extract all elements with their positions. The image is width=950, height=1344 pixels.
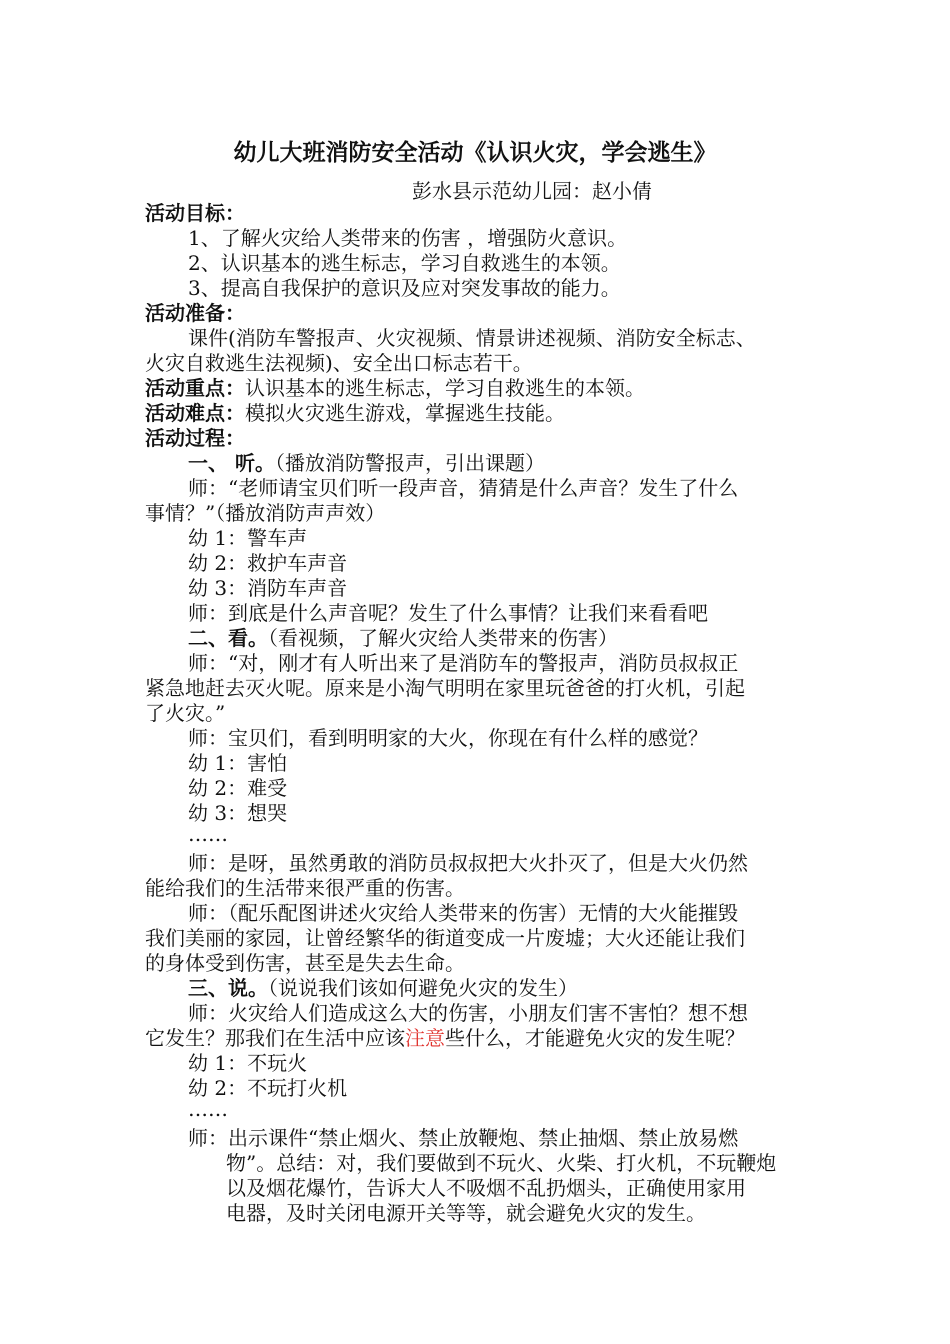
s3-teacher-line-5: 以及烟花爆竹，告诉大人不吸烟不乱扔烟头，正确使用家用 [226,1176,746,1200]
s1-child-2: 幼 2：救护车声音 [188,551,348,575]
goal-2: 2、认识基本的逃生标志，学习自救逃生的本领。 [188,251,621,275]
section-1-title: 一、 听。 [188,451,275,475]
section-1-note: （播放消防警报声，引出课题） [274,451,545,475]
key-point-text: 认识基本的逃生标志，学习自救逃生的本领。 [245,376,645,400]
section-2-heading-row [188,626,858,651]
s3-child-1: 幼 1：不玩火 [188,1051,308,1075]
goal-3: 3、提高自我保护的意识及应对突发事故的能力。 [188,276,621,300]
s2-teacher-line-3: 了火灾。” [145,701,226,725]
s2-ellipsis: …… [188,822,228,846]
s2-teacher-line-6: 能给我们的生活带来很严重的伤害。 [145,876,465,900]
s3-teacher-line-6: 电器，及时关闭电源开关等等，就会避免火灾的发生。 [226,1201,706,1225]
key-point-row [145,376,815,401]
prep-line-1: 课件(消防车警报声、火灾视频、情景讲述视频、消防安全标志、 [188,326,756,350]
document-title: 幼儿大班消防安全活动《认识火灾，学会逃生》 [233,140,717,166]
s2-teacher-line-7: 师：（配乐配图讲述火灾给人类带来的伤害）无情的大火能摧毁 [188,901,738,925]
s2-child-2: 幼 2：难受 [188,776,288,800]
s2-child-3: 幼 3：想哭 [188,801,288,825]
s3-teacher-line-3: 师：出示课件“禁止烟火、禁止放鞭炮、禁止抽烟、禁止放易燃 [188,1126,739,1150]
goal-1: 1、了解火灾给人类带来的伤害 ，增强防火意识。 [188,226,628,250]
section-2-note: （看视频，了解火灾给人类带来的伤害） [268,626,618,650]
s2-teacher-line-2: 紧急地赶去灭火呢。原来是小淘气明明在家里玩爸爸的打火机，引起 [145,676,745,700]
key-point-label: 活动重点： [145,376,245,400]
difficulty-text: 模拟火灾逃生游戏，掌握逃生技能。 [245,401,565,425]
s1-child-3: 幼 3：消防车声音 [188,576,348,600]
s3-child-2: 幼 2：不玩打火机 [188,1076,348,1100]
s1-child-1: 幼 1：警车声 [188,526,308,550]
s1-teacher-line-3: 师：到底是什么声音呢？发生了什么事情？让我们来看看吧 [188,601,708,625]
difficulty-label: 活动难点： [145,401,245,425]
s2-teacher-line-5: 师：是呀，虽然勇敢的消防员叔叔把大火扑灭了，但是大火仍然 [188,851,748,875]
s2-child-1: 幼 1：害怕 [188,751,288,775]
section-2-title: 二、看。 [188,626,268,650]
s3-teacher-line-1: 师：火灾给人们造成这么大的伤害，小朋友们害不害怕？想不想 [188,1001,748,1025]
section-3-note: （说说我们该如何避免火灾的发生） [268,976,578,1000]
section-3-heading-row [188,976,858,1001]
s3-teacher-line-2 [145,1026,815,1051]
s1-teacher-line-1: 师：“老师请宝贝们听一段声音，猜猜是什么声音？发生了什么 [188,476,739,500]
highlighted-word: 注意 [405,1026,445,1050]
s3-line-2-start: 它发生？那我们在生活中应该 [145,1026,405,1050]
s3-ellipsis: …… [188,1097,228,1121]
author-line: 彭水县示范幼儿园：赵小倩 [412,179,652,203]
section-1-heading-row [188,451,858,476]
s3-line-2-end: 些什么，才能避免火灾的发生呢？ [445,1026,745,1050]
s2-teacher-line-8: 我们美丽的家园，让曾经繁华的街道变成一片废墟；大火还能让我们 [145,926,745,950]
s3-teacher-line-4: 物”。总结：对，我们要做到不玩火、火柴、打火机，不玩鞭炮 [226,1151,777,1175]
s2-teacher-line-4: 师：宝贝们，看到明明家的大火，你现在有什么样的感觉？ [188,726,708,750]
s2-teacher-line-1: 师：“对，刚才有人听出来了是消防车的警报声，消防员叔叔正 [188,651,739,675]
prep-line-2: 火灾自救逃生法视频)、安全出口标志若干。 [145,351,533,375]
section-3-title: 三、说。 [188,976,268,1000]
prep-heading: 活动准备： [145,301,245,325]
process-heading: 活动过程： [145,426,245,450]
s1-teacher-line-2: 事情？”（播放消防声声效） [145,501,386,525]
s2-teacher-line-9: 的身体受到伤害，甚至是失去生命。 [145,951,465,975]
goals-heading: 活动目标： [145,201,245,225]
difficulty-row [145,401,815,426]
